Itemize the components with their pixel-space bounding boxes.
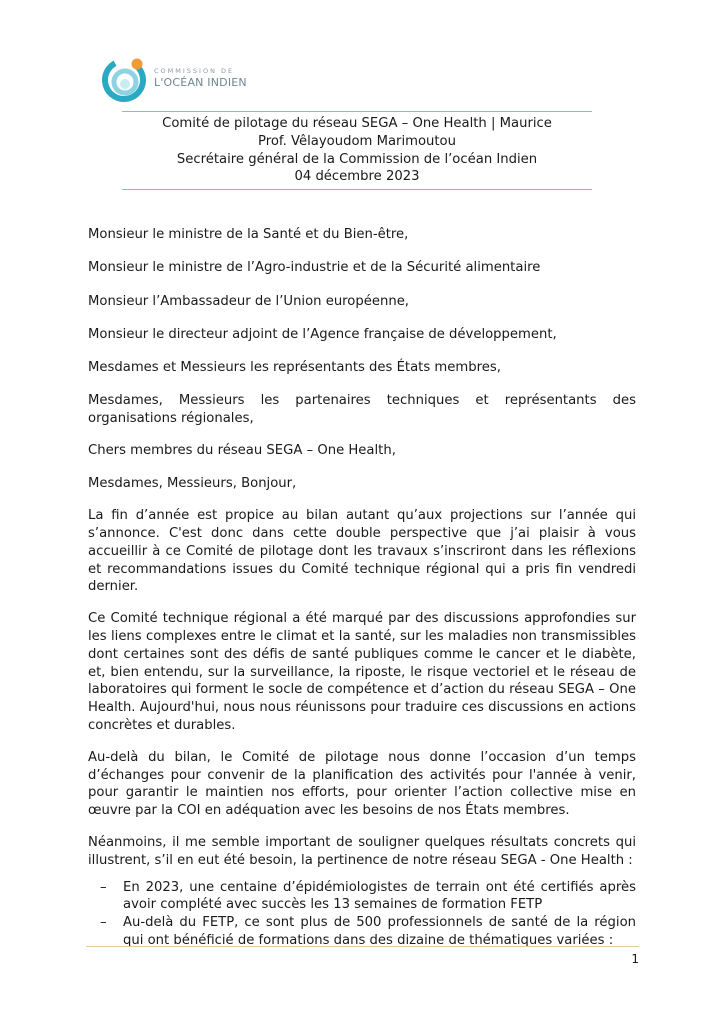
dash-bullet-icon: – <box>100 915 107 931</box>
page-number: 1 <box>631 952 639 966</box>
salutation: Chers membres du réseau SEGA – One Health, <box>88 443 396 459</box>
salutation: Mesdames, Messieurs, Bonjour, <box>88 476 297 492</box>
footer-divider <box>86 946 639 947</box>
logo-line-2: L'OCÉAN INDIEN <box>154 75 247 89</box>
dash-bullet-icon: – <box>100 879 107 895</box>
paragraph: Au-delà du bilan, le Comité de pilotage nous donne l’occasion d’un temps d’échanges pour convenir de la planification des activités pour l'année à venir, pour garantir le maintien nos efforts, pour orienter l’action collective mise en œuvre par la COI en adéquation avec les besoins de nos États membres. <box>88 749 636 819</box>
coi-logo <box>100 52 250 104</box>
speech-body <box>88 226 636 950</box>
salutation: Monsieur le ministre de l’Agro-industrie et de la Sécurité alimentaire <box>88 260 541 276</box>
list-item-text: En 2023, une centaine d’épidémiologistes de terrain ont été certifiés après avoir complété avec succès les 13 semaines de formation FETP <box>123 879 636 913</box>
list-item <box>88 914 636 950</box>
list-item <box>88 879 636 915</box>
paragraph: La fin d’année est propice au bilan autant qu’aux projections sur l’année qui s’annonce. C'est donc dans cette double perspective que j’ai plaisir à vous accueillir à ce Comité de pilotage dont les travaux s’inscriront dans les réflexions et recommandations issues du Comité technique régional qui a pris fin vendredi dernier. <box>88 508 636 595</box>
logo-line-1: COMMISSION DE <box>154 67 235 76</box>
salutation: Monsieur le directeur adjoint de l’Agence française de développement, <box>88 326 557 342</box>
list-item-text: Au-delà du FETP, ce sont plus de 500 professionnels de santé de la région qui ont bénéficié de formations dans des dizaine de thématiques variées : <box>123 915 636 948</box>
results-list <box>88 879 636 950</box>
salutation: Mesdames et Messieurs les représentants des États membres, <box>88 360 501 376</box>
speaker-name: Prof. Vêlayoudom Marimoutou <box>258 133 456 149</box>
salutation: Monsieur l’Ambassadeur de l’Union européenne, <box>88 293 409 309</box>
paragraph: Néanmoins, il me semble important de souligner quelques résultats concrets qui illustrent, s’il en eut été besoin, la pertinence de notre réseau SEGA - One Health : <box>88 834 636 868</box>
document-header <box>122 111 592 190</box>
event-title: Comité de pilotage du réseau SEGA – One Health | Maurice <box>162 116 552 131</box>
salutation: Monsieur le ministre de la Santé et du Bien-être, <box>88 227 409 242</box>
speaker-role: Secrétaire général de la Commission de l’océan Indien <box>176 151 538 167</box>
salutation: Mesdames, Messieurs les partenaires techniques et représentants des organisations régionales, <box>88 393 636 427</box>
coi-logo-icon <box>100 53 150 103</box>
paragraph: Ce Comité technique régional a été marqué par des discussions approfondies sur les liens complexes entre le climat et la santé, sur les maladies non transmissibles dont certaines sont des défis de santé publiques comme le cancer et le diabète, et, bien entendu, sur la surveillance, la riposte, le risque vectoriel et le réseau de laboratoires qui forment le socle de compétence et d’action du réseau SEGA – One Health. Aujourd'hui, nous nous réunissons pour traduire ces discussions en actions concrètes et durables. <box>88 611 636 733</box>
speech-date: 04 décembre 2023 <box>294 169 420 185</box>
